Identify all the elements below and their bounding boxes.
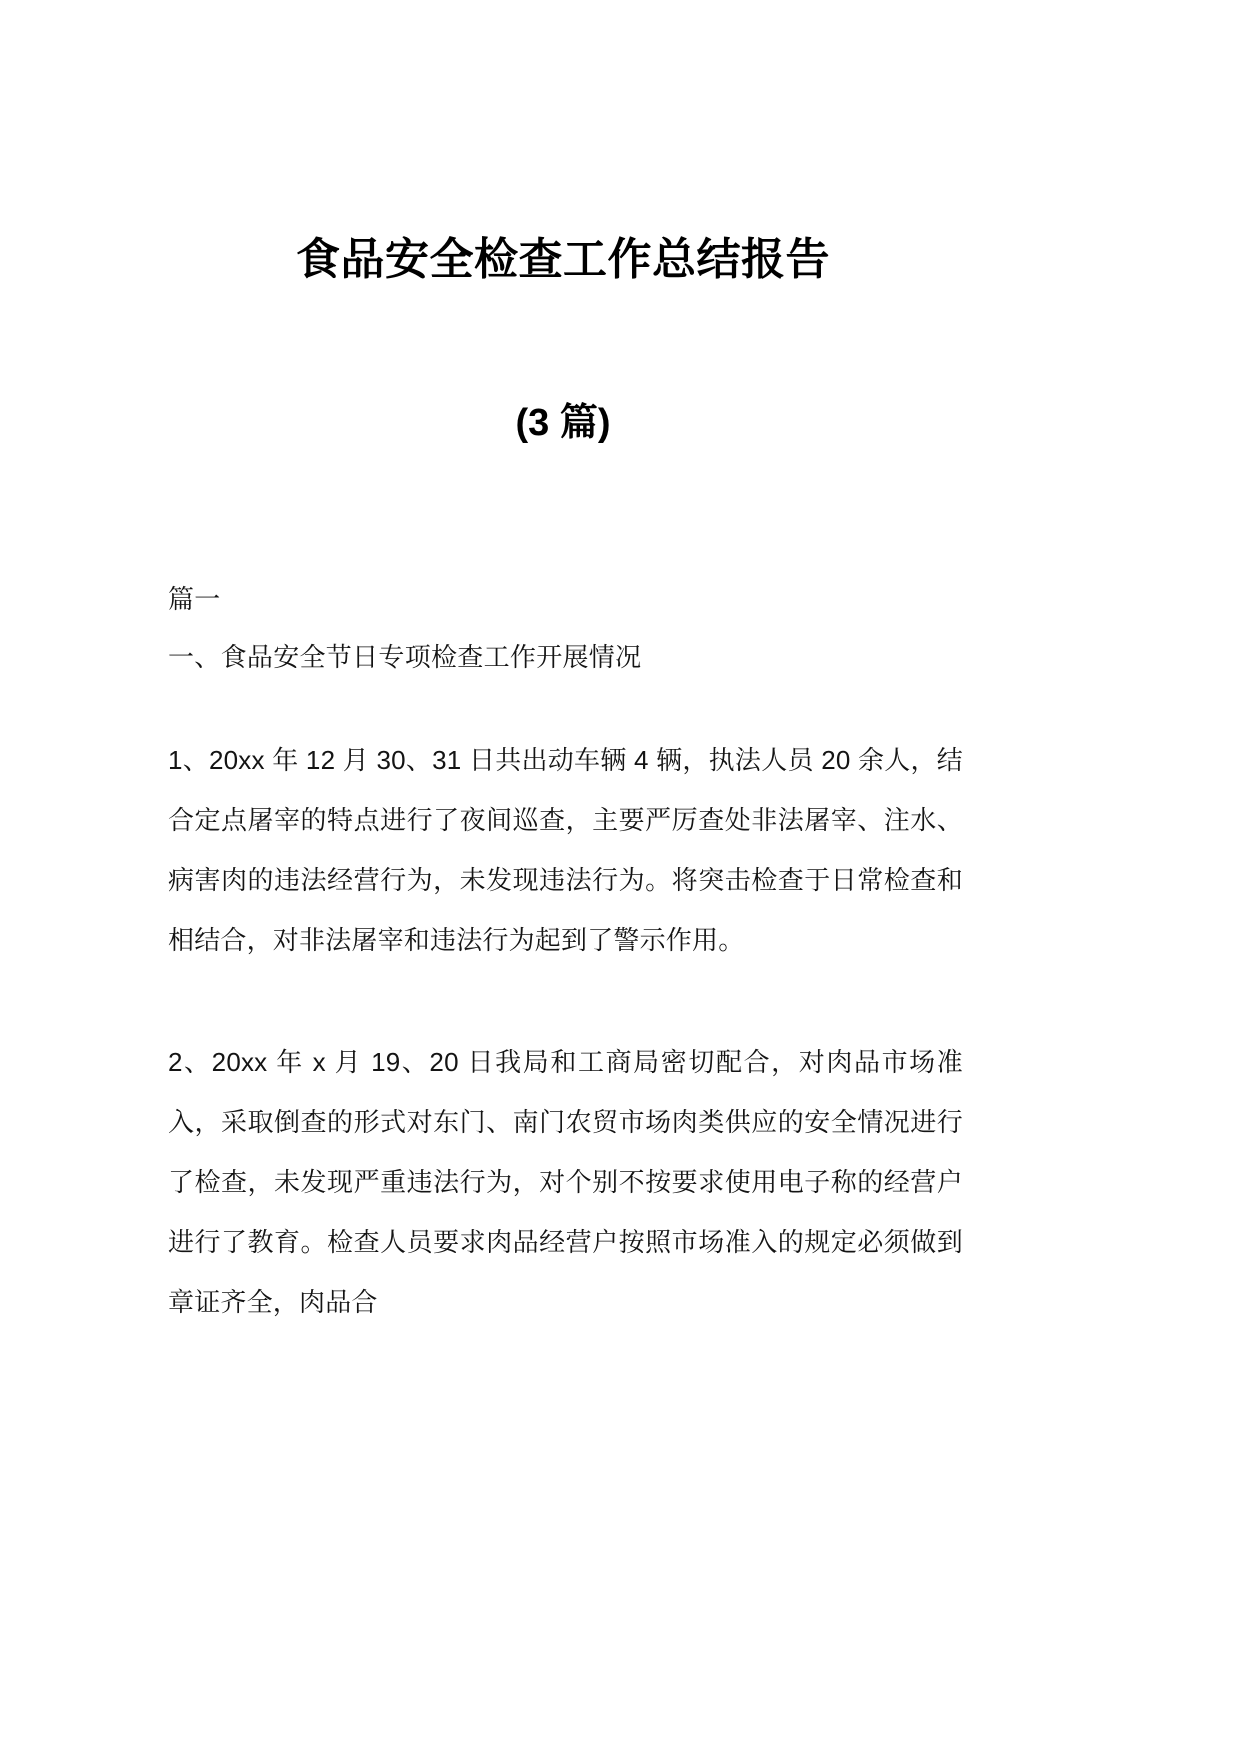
spacer <box>168 686 963 730</box>
title-container <box>168 232 958 287</box>
paragraph-1: 1、20xx 年 12 月 30、31 日共出动车辆 4 辆，执法人员 20 余人，结合定点屠宰的特点进行了夜间巡查，主要严厉查处非法屠宰、注水、病害肉的违法经营行为，未发现违法行为。将突击检查于日常检查和相结合，对非法屠宰和违法行为起到了警示作用。 <box>168 745 963 955</box>
paragraph-2: 2、20xx 年 x 月 19、20 日我局和工商局密切配合，对肉品市场准入，采取倒查的形式对东门、南门农贸市场肉类供应的安全情况进行了检查，未发现严重违法行为，对个别不按要求使用电子称的经营户进行了教育。检查人员要求肉品经营户按照市场准入的规定必须做到章证齐全，肉品合 <box>168 1047 963 1317</box>
section-heading-one: 一、食品安全节日专项检查工作开展情况 <box>168 642 642 672</box>
document-subtitle: (3 篇) <box>515 402 611 444</box>
document-title: 食品安全检查工作总结报告 <box>296 235 830 284</box>
document-body <box>168 570 963 1332</box>
part-label: 篇一 <box>168 584 221 614</box>
subtitle-container <box>168 400 958 448</box>
spacer <box>168 970 963 1032</box>
